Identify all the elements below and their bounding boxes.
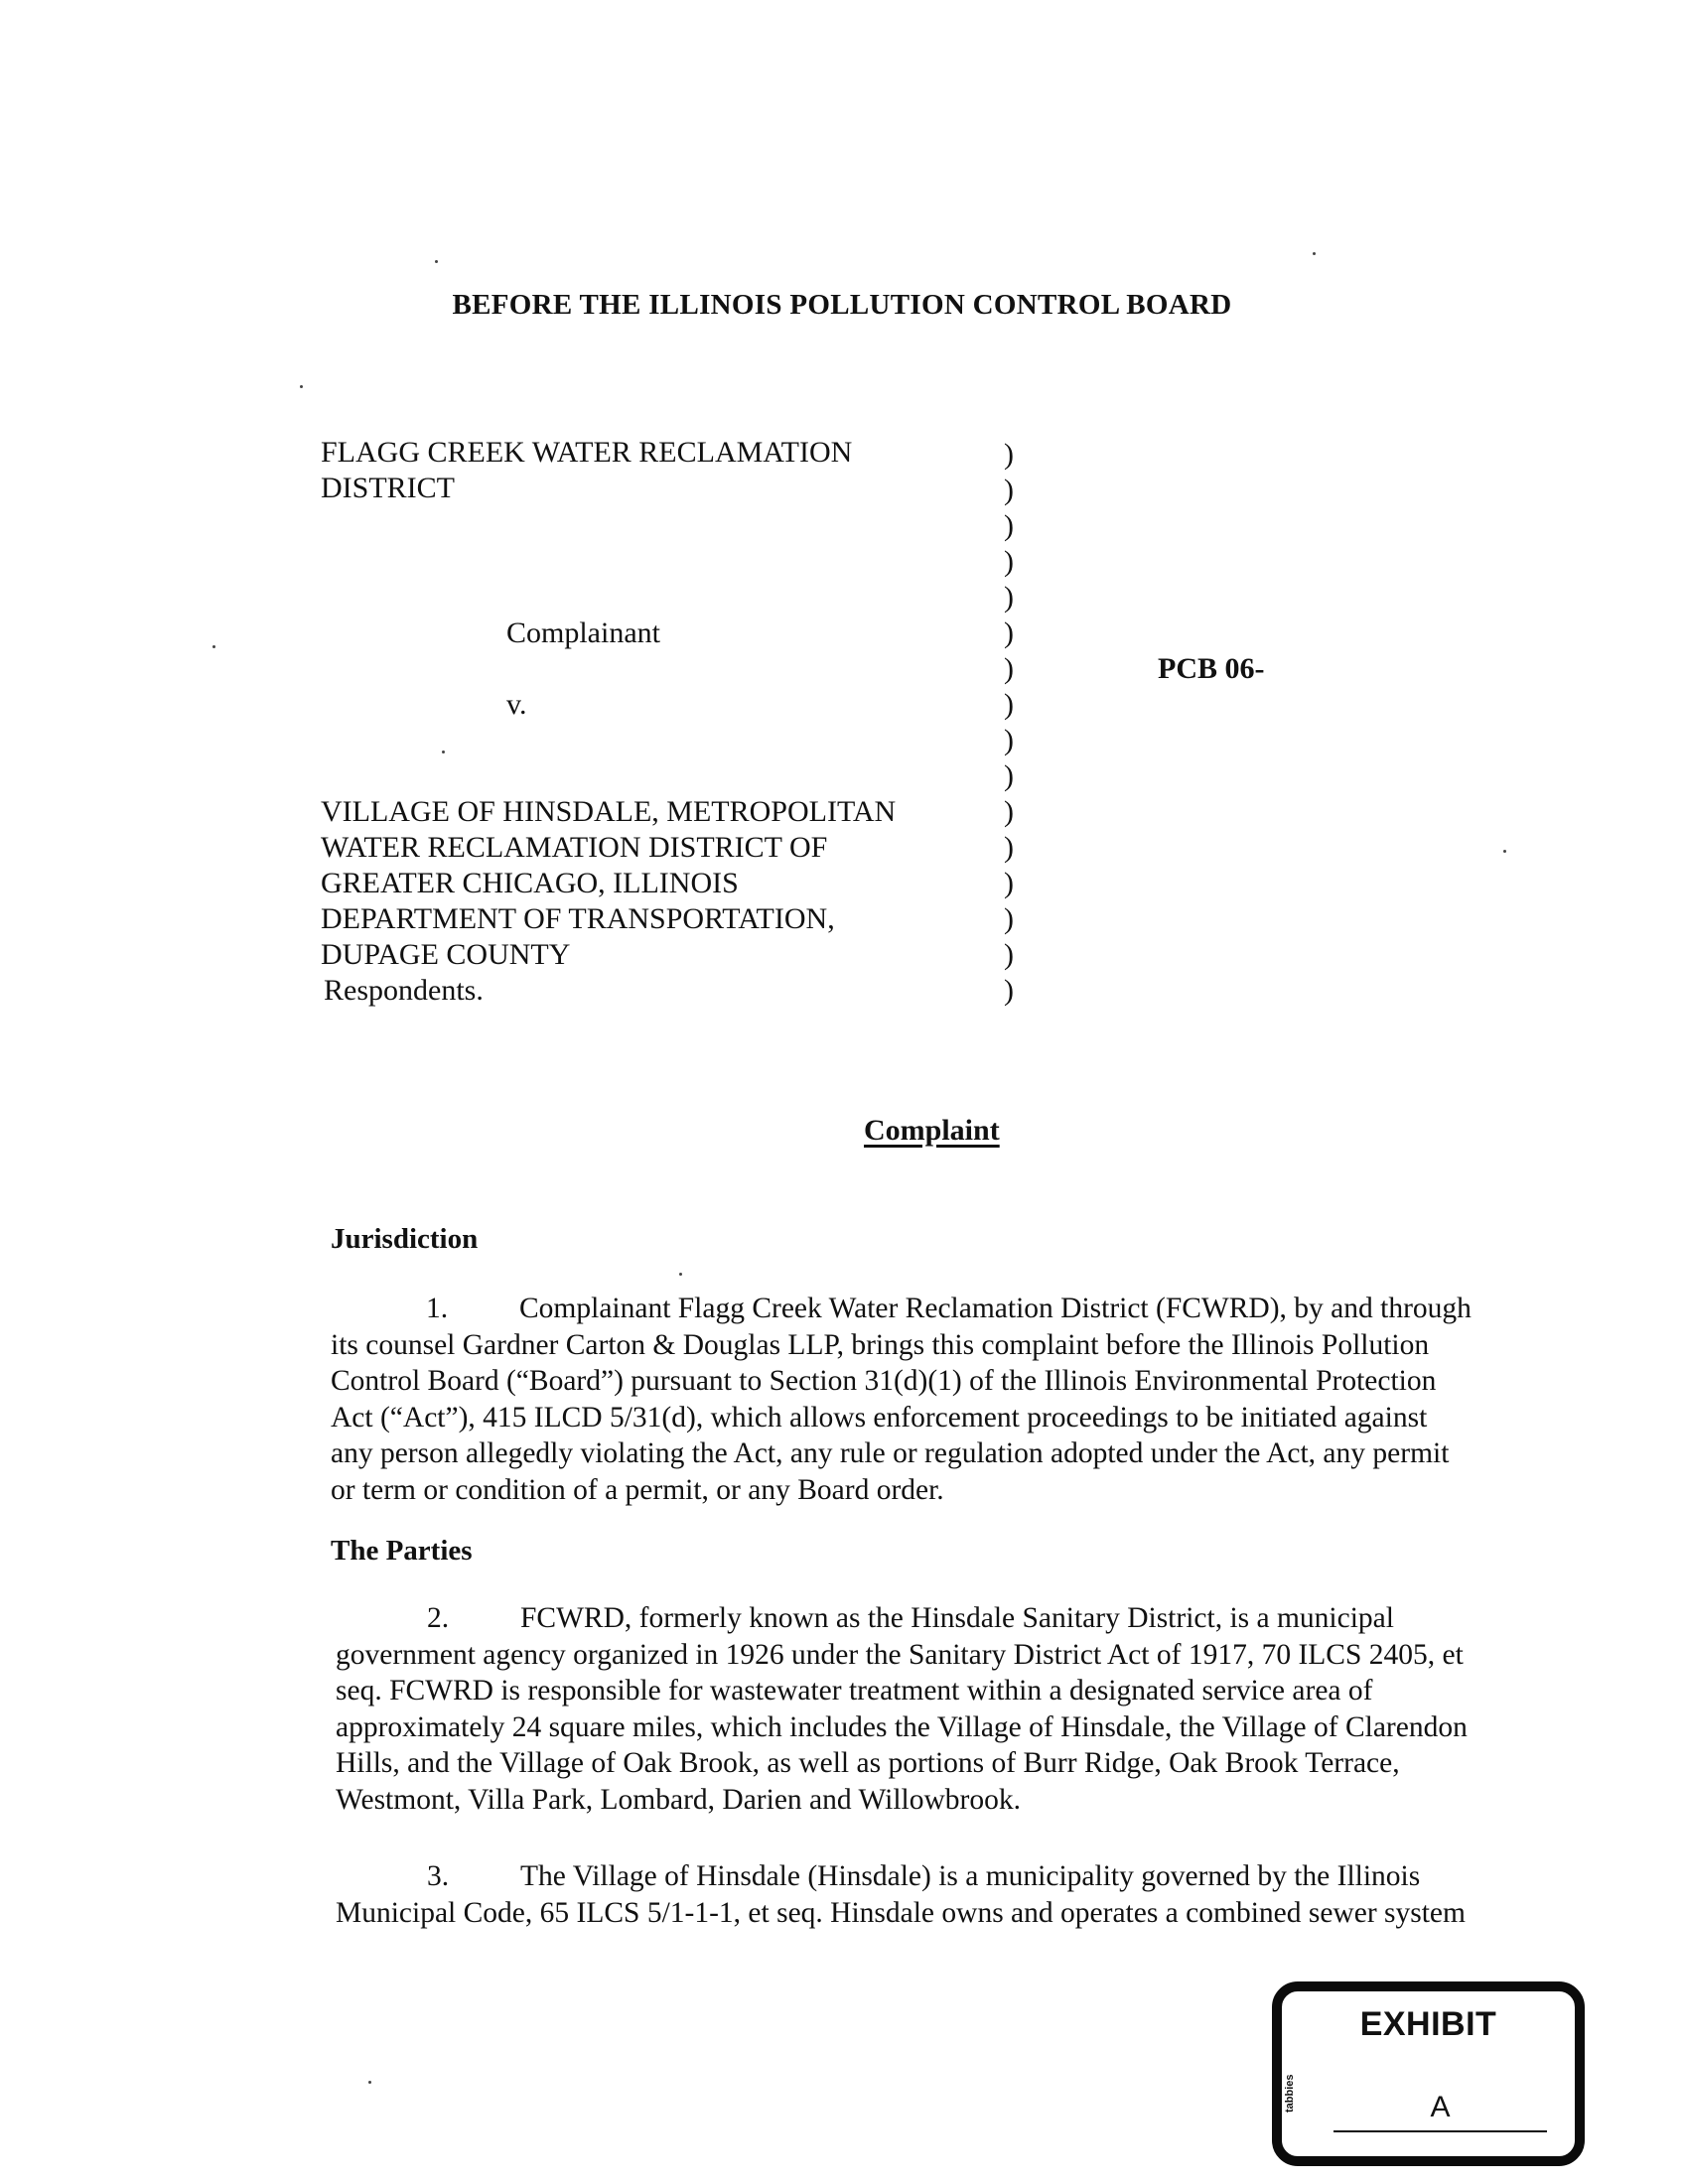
- caption-paren: ): [1004, 831, 1014, 864]
- paragraph-line: Act (“Act”), 415 ILCD 5/31(d), which allows enforcement proceedings to be initiated against: [331, 1401, 1428, 1433]
- caption-paren: ): [1004, 759, 1014, 792]
- scan-speck: [368, 2081, 371, 2084]
- caption-parentheses: [1004, 437, 1014, 1009]
- paragraph-line: Control Board (“Board”) pursuant to Section 31(d)(1) of the Illinois Environmental Protection: [331, 1365, 1437, 1397]
- paragraph-line: FCWRD, formerly known as the Hinsdale Sanitary District, is a municipal: [520, 1602, 1394, 1634]
- caption-paren: ): [1004, 867, 1014, 899]
- paragraph-number: 3.: [427, 1860, 450, 1892]
- complainant-name-line-2: DISTRICT: [321, 472, 455, 504]
- paragraph-line: or term or condition of a permit, or any Board order.: [331, 1473, 944, 1506]
- scan-speck: [212, 645, 215, 648]
- caption-paren: ): [1004, 616, 1014, 649]
- scan-speck: [679, 1273, 682, 1276]
- section-heading-jurisdiction: Jurisdiction: [331, 1223, 479, 1255]
- caption-paren: ): [1004, 545, 1014, 578]
- caption-paren: ): [1004, 474, 1014, 506]
- paragraph-line: government agency organized in 1926 under the Sanitary District Act of 1917, 70 ILCS 2405, et: [336, 1638, 1464, 1671]
- respondent-line-1: VILLAGE OF HINSDALE, METROPOLITAN: [321, 795, 897, 828]
- exhibit-sticker: [1272, 1981, 1585, 2166]
- paragraph-2: [336, 1600, 1468, 1818]
- paragraph-3: [336, 1858, 1466, 1931]
- exhibit-brand-mark: tabbies: [1284, 2074, 1296, 2113]
- paragraph-number: 1.: [426, 1293, 449, 1324]
- paragraph-line: its counsel Gardner Carton & Douglas LLP, brings this complaint before the Illinois Pollution: [331, 1328, 1430, 1361]
- respondent-line-6: Respondents.: [324, 974, 484, 1007]
- paragraph-line: seq. FCWRD is responsible for wastewater treatment within a designated service area of: [336, 1675, 1373, 1706]
- respondent-line-5: DUPAGE COUNTY: [321, 938, 571, 971]
- caption-paren: ): [1004, 795, 1014, 828]
- paragraph-line: Complainant Flagg Creek Water Reclamation District (FCWRD), by and through: [519, 1293, 1472, 1324]
- case-number: PCB 06-: [1158, 652, 1265, 685]
- section-heading-parties: The Parties: [331, 1535, 473, 1567]
- caption-paren: ): [1004, 938, 1014, 971]
- paragraph-line: Hills, and the Village of Oak Brook, as well as portions of Burr Ridge, Oak Brook Terrace,: [336, 1747, 1400, 1779]
- complaint-title: Complaint: [864, 1114, 1000, 1147]
- scan-speck: [442, 751, 445, 753]
- caption-paren: ): [1004, 509, 1014, 542]
- scan-speck: [435, 260, 438, 263]
- versus: v.: [506, 688, 527, 721]
- respondent-line-2: WATER RECLAMATION DISTRICT OF: [321, 831, 828, 864]
- complainant-name-line-1: FLAGG CREEK WATER RECLAMATION: [321, 436, 853, 469]
- caption-paren: ): [1004, 902, 1014, 935]
- caption-paren: ): [1004, 724, 1014, 756]
- paragraph-line: The Village of Hinsdale (Hinsdale) is a municipality governed by the Illinois: [520, 1860, 1421, 1892]
- scan-speck: [300, 385, 303, 388]
- respondent-line-4: DEPARTMENT OF TRANSPORTATION,: [321, 902, 835, 935]
- paragraph-line: Municipal Code, 65 ILCS 5/1-1-1, et seq. Hinsdale owns and operates a combined sewer system: [336, 1896, 1466, 1929]
- caption-paren: ): [1004, 652, 1014, 685]
- paragraph-number: 2.: [427, 1602, 450, 1634]
- scan-speck: [1313, 252, 1316, 255]
- complainant-role: Complainant: [506, 616, 660, 649]
- caption-paren: ): [1004, 974, 1014, 1007]
- court-title: BEFORE THE ILLINOIS POLLUTION CONTROL BOARD: [452, 289, 1232, 321]
- paragraph-line: approximately 24 square miles, which includes the Village of Hinsdale, the Village of Clarendon: [336, 1710, 1468, 1743]
- paragraph-line: any person allegedly violating the Act, any rule or regulation adopted under the Act, any permit: [331, 1437, 1450, 1469]
- paragraph-line: Westmont, Villa Park, Lombard, Darien and Willowbrook.: [336, 1783, 1021, 1816]
- scan-speck: [1503, 850, 1506, 853]
- caption-paren: ): [1004, 581, 1014, 614]
- exhibit-letter: A: [1333, 2085, 1547, 2132]
- exhibit-title: EXHIBIT: [1359, 2005, 1497, 2043]
- caption-paren: ): [1004, 438, 1014, 471]
- caption-paren: ): [1004, 688, 1014, 721]
- paragraph-1: [331, 1291, 1472, 1508]
- respondent-line-3: GREATER CHICAGO, ILLINOIS: [321, 867, 739, 899]
